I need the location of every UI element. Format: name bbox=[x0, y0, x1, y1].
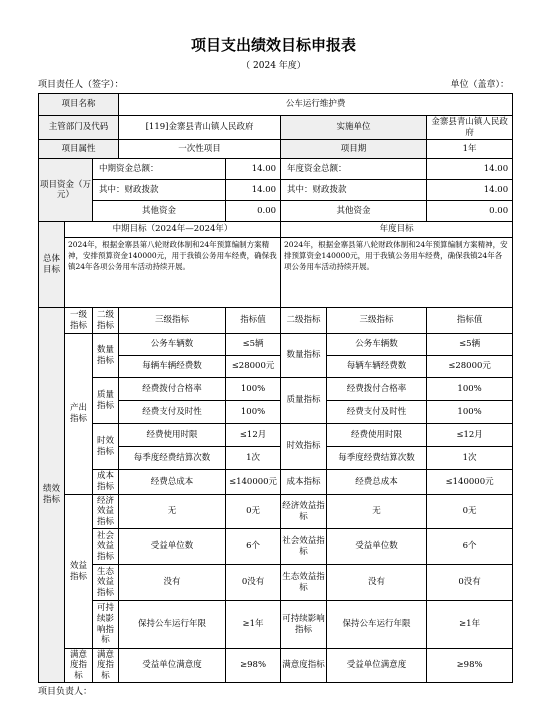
mid-value: ≤5辆 bbox=[226, 334, 281, 356]
year-cost-indicator: 成本指标 bbox=[281, 470, 327, 495]
year-value: ≥1年 bbox=[427, 601, 513, 649]
mid-l3: 公务车辆数 bbox=[119, 334, 226, 356]
dept-label: 主管部门及代码 bbox=[39, 116, 119, 140]
overall-goal-label: 总体目标 bbox=[39, 222, 65, 308]
year-l3: 没有 bbox=[327, 565, 427, 601]
project-name-label: 项目名称 bbox=[39, 94, 119, 116]
year-l3: 每季度经费结算次数 bbox=[327, 447, 427, 470]
year-l3: 受益单位数 bbox=[327, 529, 427, 565]
year-value: ≤28000元 bbox=[427, 356, 513, 378]
mid-other-value: 0.00 bbox=[226, 201, 281, 222]
year-l3: 保持公车运行年限 bbox=[327, 601, 427, 649]
year-economic-indicator: 经济效益指标 bbox=[281, 495, 327, 529]
performance-label: 绩效指标 bbox=[39, 308, 65, 683]
mid-value: 0无 bbox=[226, 495, 281, 529]
project-period-label: 项目期 bbox=[281, 140, 427, 159]
mid-social-indicator: 社会效益指标 bbox=[93, 529, 119, 565]
mid-value: ≤28000元 bbox=[226, 356, 281, 378]
mid-value: 100% bbox=[226, 401, 281, 424]
mid-total-value: 14.00 bbox=[226, 159, 281, 180]
year-fiscal-value: 14.00 bbox=[427, 180, 513, 201]
mid-value: 6个 bbox=[226, 529, 281, 565]
year-level2-header: 二级指标 bbox=[281, 308, 327, 334]
satisfaction-indicator: 满意度指标 bbox=[65, 649, 93, 683]
mid-value: 100% bbox=[226, 378, 281, 401]
year-l3: 受益单位满意度 bbox=[327, 649, 427, 683]
mid-level1-header: 一级指标 bbox=[65, 308, 93, 334]
mid-value: ≤140000元 bbox=[226, 470, 281, 495]
project-attr-label: 项目属性 bbox=[39, 140, 119, 159]
year-value: 1次 bbox=[427, 447, 513, 470]
project-attr-value: 一次性项目 bbox=[119, 140, 281, 159]
mid-goal-text: 2024年，根据金寨县第八轮财政体制和24年预算编制方案精神，安排预算资金140000元，用于我镇公务用车经费，确保我镇24年各项公务用车活动持续开展。 bbox=[65, 238, 281, 308]
year-value: ≤12月 bbox=[427, 424, 513, 447]
mid-value: 0没有 bbox=[226, 565, 281, 601]
year-l3: 无 bbox=[327, 495, 427, 529]
mid-value-header: 指标值 bbox=[226, 308, 281, 334]
impl-unit-label: 实施单位 bbox=[281, 116, 427, 140]
year-value: 0没有 bbox=[427, 565, 513, 601]
year-l3: 经费拨付合格率 bbox=[327, 378, 427, 401]
project-name-value: 公车运行维护费 bbox=[119, 94, 513, 116]
funds-label: 项目资金（万元） bbox=[39, 159, 93, 222]
mid-l3: 经费支付及时性 bbox=[119, 401, 226, 424]
mid-l3: 每辆车辆经费数 bbox=[119, 356, 226, 378]
year-goal-header: 年度目标 bbox=[281, 222, 513, 238]
mid-l3: 经费使用时限 bbox=[119, 424, 226, 447]
year-l3: 经费支付及时性 bbox=[327, 401, 427, 424]
document-title: 项目支出绩效目标申报表 bbox=[190, 36, 356, 54]
year-timeliness-indicator: 时效指标 bbox=[281, 424, 327, 470]
year-other-value: 0.00 bbox=[427, 201, 513, 222]
mid-l3: 没有 bbox=[119, 565, 226, 601]
year-sustainable-indicator: 可持续影响指标 bbox=[281, 601, 327, 649]
year-value: ≤140000元 bbox=[427, 470, 513, 495]
benefit-indicator: 效益指标 bbox=[65, 495, 93, 649]
year-l3: 经费使用时限 bbox=[327, 424, 427, 447]
year-value: 100% bbox=[427, 378, 513, 401]
mid-timeliness-indicator: 时效指标 bbox=[93, 424, 119, 470]
mid-quality-indicator: 质量指标 bbox=[93, 378, 119, 424]
mid-goal-header: 中期目标（2024年—2024年） bbox=[65, 222, 281, 238]
year-goal-text: 2024年，根据金寨县第八轮财政体制和24年预算编制方案精神，安排预算资金140000元，用于我镇公务用车经费，确保我镇24年各项公务用车活动持续开展。 bbox=[281, 238, 513, 308]
dept-value: [119]金寨县青山镇人民政府 bbox=[119, 116, 281, 140]
fiscal-year: （ 2024 年度） bbox=[241, 61, 306, 71]
year-l3: 公务车辆数 bbox=[327, 334, 427, 356]
year-satisfaction-sub: 满意度指标 bbox=[281, 649, 327, 683]
year-other-label: 其他资金 bbox=[281, 201, 427, 222]
year-quality-indicator: 质量指标 bbox=[281, 378, 327, 424]
mid-ecological-indicator: 生态效益指标 bbox=[93, 565, 119, 601]
mid-satisfaction-sub: 满意度指标 bbox=[93, 649, 119, 683]
mid-cost-indicator: 成本指标 bbox=[93, 470, 119, 495]
mid-fiscal-label: 其中：财政拨款 bbox=[93, 180, 226, 201]
year-value: 0无 bbox=[427, 495, 513, 529]
year-value: 100% bbox=[427, 401, 513, 424]
year-ecological-indicator: 生态效益指标 bbox=[281, 565, 327, 601]
impl-unit-value: 金寨县青山镇人民政府 bbox=[427, 116, 513, 140]
year-quantity-indicator: 数量指标 bbox=[281, 334, 327, 378]
mid-l3: 保持公车运行年限 bbox=[119, 601, 226, 649]
mid-l3: 经费总成本 bbox=[119, 470, 226, 495]
mid-l3: 受益单位满意度 bbox=[119, 649, 226, 683]
year-social-indicator: 社会效益指标 bbox=[281, 529, 327, 565]
mid-quantity-indicator: 数量指标 bbox=[93, 334, 119, 378]
year-l3: 每辆车辆经费数 bbox=[327, 356, 427, 378]
mid-economic-indicator: 经济效益指标 bbox=[93, 495, 119, 529]
year-total-label: 年度资金总额： bbox=[281, 159, 427, 180]
year-value: ≤5辆 bbox=[427, 334, 513, 356]
mid-level3-header: 三级指标 bbox=[119, 308, 226, 334]
performance-form-table bbox=[38, 93, 513, 683]
mid-l3: 经费拨付合格率 bbox=[119, 378, 226, 401]
mid-level2-header: 二级指标 bbox=[93, 308, 119, 334]
mid-sustainable-indicator: 可持续影响指标 bbox=[93, 601, 119, 649]
mid-l3: 无 bbox=[119, 495, 226, 529]
mid-value: 1次 bbox=[226, 447, 281, 470]
year-value: ≥98% bbox=[427, 649, 513, 683]
mid-total-label: 中期资金总额： bbox=[93, 159, 226, 180]
mid-other-label: 其他资金 bbox=[93, 201, 226, 222]
project-period-value: 1年 bbox=[427, 140, 513, 159]
mid-l3: 受益单位数 bbox=[119, 529, 226, 565]
year-value-header: 指标值 bbox=[427, 308, 513, 334]
year-l3: 经费总成本 bbox=[327, 470, 427, 495]
mid-value: ≤12月 bbox=[226, 424, 281, 447]
year-value: 6个 bbox=[427, 529, 513, 565]
year-level3-header: 三级指标 bbox=[327, 308, 427, 334]
unit-seal-label: 单位（盖章）： bbox=[450, 80, 509, 90]
responsible-signature-label: 项目责任人（签字）： bbox=[38, 80, 124, 90]
mid-l3: 每季度经费结算次数 bbox=[119, 447, 226, 470]
year-total-value: 14.00 bbox=[427, 159, 513, 180]
mid-fiscal-value: 14.00 bbox=[226, 180, 281, 201]
output-indicator: 产出指标 bbox=[65, 334, 93, 495]
mid-value: ≥98% bbox=[226, 649, 281, 683]
mid-value: ≥1年 bbox=[226, 601, 281, 649]
year-fiscal-label: 其中：财政拨款 bbox=[281, 180, 427, 201]
project-leader-label: 项目负责人： bbox=[38, 687, 93, 697]
